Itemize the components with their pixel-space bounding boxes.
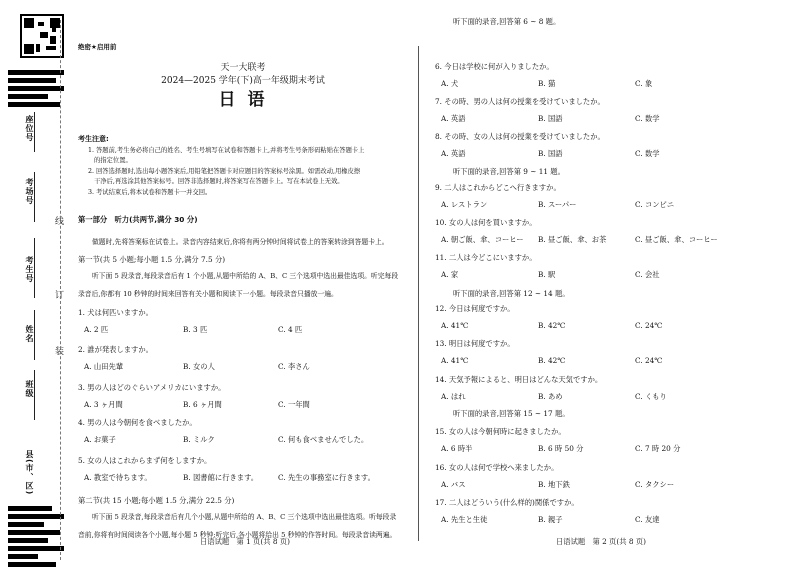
- binding-staple-char: 订: [53, 290, 63, 299]
- sec1-title: 第一节(共 5 小题;每小题 1.5 分,满分 7.5 分): [78, 255, 226, 264]
- sec2-desc: 听下面 5 段录音,每段录音后有几个小题,从题中所给的 A、B、C 三个选项中选出最佳选项。听每段录: [92, 513, 397, 521]
- option-b: B. 女の人: [183, 362, 215, 371]
- question-text: 9. 二人はこれからどこへ行きますか。: [435, 183, 561, 192]
- option-c: C. 24℃: [635, 321, 663, 330]
- county-label: 县(市、区): [25, 450, 34, 496]
- question-text: 16. 女の人は何で学校へ来ましたか。: [435, 463, 559, 472]
- notice-line: 1. 答题前,考生务必将自己的姓名、考生号填写在试卷和答题卡上,并将考生号条形码粘贴在答题卡上: [88, 147, 365, 154]
- option-a: A. レストラン: [441, 200, 488, 209]
- question-text: 11. 二人は今どこにいますか。: [435, 253, 537, 262]
- exam-title: 2024—2025 学年(下)高一年级期末考试: [161, 76, 325, 86]
- option-a: A. 6 時半: [441, 444, 473, 453]
- option-b: B. 6 ヶ月間: [183, 400, 222, 409]
- page-footer-1: 日语试题 第 1 页(共 8 页): [200, 537, 290, 546]
- seat-number-label: 座位号: [25, 115, 34, 142]
- option-c: C. 何も食べませんでした。: [278, 435, 369, 444]
- part1-desc: 做题时,先将答案标在试卷上。录音内容结束后,你将有两分钟时间将试卷上的答案转涂到答题卡上。: [92, 238, 389, 246]
- candidate-number-label: 考生号: [25, 256, 34, 283]
- barcode-stripes: [8, 66, 68, 571]
- question-text: 13. 明日は何度ですか。: [435, 339, 515, 348]
- listening-intro: 听下面的录音,回答第 12 ~ 14 题。: [453, 289, 570, 298]
- option-c: C. 数学: [635, 114, 660, 123]
- question-text: 12. 今日は何度ですか。: [435, 304, 515, 313]
- exam-org: 天一大联考: [220, 63, 266, 73]
- option-c: C. 昼ご飯、傘、コーヒー: [635, 235, 718, 244]
- room-number-label: 考场号: [25, 178, 34, 205]
- option-b: B. 6 時 50 分: [538, 444, 584, 453]
- question-text: 2. 誰が発表しますか。: [78, 345, 153, 354]
- option-a: A. お菓子: [84, 435, 116, 444]
- notice-title: 考生注意:: [78, 135, 109, 143]
- option-c: C. コンビニ: [635, 200, 675, 209]
- option-a: A. バス: [441, 480, 466, 489]
- option-c: C. 7 時 20 分: [635, 444, 681, 453]
- sec2-title: 第二节(共 15 小题;每小题 1.5 分,满分 22.5 分): [78, 496, 235, 505]
- question-text: 17. 二人はどういう(什么样的)関係ですか。: [435, 498, 579, 507]
- option-b: B. ミルク: [183, 435, 215, 444]
- binding-line-char: 线: [53, 216, 63, 225]
- option-a: A. 教室で待ちます。: [84, 473, 152, 482]
- qr-code: [20, 14, 64, 58]
- option-c: C. くもり: [635, 392, 667, 401]
- question-text: 5. 女の人はこれからまず何をしますか。: [78, 456, 212, 465]
- option-b: B. 昼ご飯、傘、お茶: [538, 235, 607, 244]
- binding-strip: [8, 6, 66, 571]
- listening-intro: 听下面的录音,回答第 6 ~ 8 题。: [453, 17, 561, 26]
- option-a: A. 先生と生徒: [441, 515, 488, 524]
- question-text: 14. 天気予報によると、明日はどんな天気ですか。: [435, 375, 603, 384]
- question-text: 3. 男の人はどのぐらいアメリカにいますか。: [78, 383, 226, 392]
- option-c: C. 李さん: [278, 362, 310, 371]
- option-b: B. 42℃: [538, 321, 566, 330]
- question-text: 7. その時、男の人は何の授業を受けていましたか。: [435, 97, 605, 106]
- option-c: C. 友達: [635, 515, 660, 524]
- question-text: 10. 女の人は何を買いますか。: [435, 218, 537, 227]
- class-label: 班级: [25, 380, 34, 398]
- option-a: A. 英語: [441, 114, 466, 123]
- notice-line: 3. 考试结束后,将本试卷和答题卡一并交回。: [88, 189, 212, 196]
- notice-line: 干净后,再选涂其他答案标号。回答非选择题时,将答案写在答题卡上。写在本试卷上无效。: [94, 178, 344, 185]
- option-a: A. 犬: [441, 79, 459, 88]
- option-b: B. 国語: [538, 114, 563, 123]
- option-b: B. 3 匹: [183, 325, 208, 334]
- option-b: B. 猫: [538, 79, 556, 88]
- option-b: B. 地下鉄: [538, 480, 570, 489]
- question-text: 1. 犬は何匹いますか。: [78, 308, 153, 317]
- notice-line: 2. 回答选择题时,选出每小题答案后,用铅笔把答题卡对应题目的答案标号涂黑。如需改动,用橡皮擦: [88, 168, 361, 175]
- option-b: B. 国語: [538, 149, 563, 158]
- question-text: 6. 今日は学校に何が入りましたか。: [435, 62, 554, 71]
- option-c: C. 数学: [635, 149, 660, 158]
- listening-intro: 听下面的录音,回答第 15 ~ 17 题。: [453, 409, 570, 418]
- option-a: A. 41℃: [441, 356, 469, 365]
- question-text: 8. その時、女の人は何の授業を受けていましたか。: [435, 132, 605, 141]
- option-a: A. 41℃: [441, 321, 469, 330]
- option-c: C. タクシー: [635, 480, 675, 489]
- listening-intro: 听下面的录音,回答第 9 ~ 11 题。: [453, 167, 565, 176]
- option-b: B. 親子: [538, 515, 563, 524]
- option-b: B. あめ: [538, 392, 563, 401]
- option-c: C. 先生の事務室に行きます。: [278, 473, 375, 482]
- secret-mark: 绝密★启用前: [78, 43, 117, 51]
- option-a: A. 朝ご飯、傘、コーヒー: [441, 235, 524, 244]
- option-b: B. 図書館に行きます。: [183, 473, 259, 482]
- binding-bind-char: 装: [53, 346, 63, 355]
- option-c: C. 一年間: [278, 400, 310, 409]
- option-b: B. 42℃: [538, 356, 566, 365]
- option-c: C. 24℃: [635, 356, 663, 365]
- option-b: B. スーパー: [538, 200, 577, 209]
- option-c: C. 象: [635, 79, 653, 88]
- option-c: C. 4 匹: [278, 325, 303, 334]
- name-label: 姓名: [25, 325, 34, 343]
- question-text: 15. 女の人は今朝何時に起きましたか。: [435, 427, 566, 436]
- option-b: B. 駅: [538, 270, 556, 279]
- part1-title: 第一部分 听力(共两节,满分 30 分): [78, 215, 198, 224]
- subject-title: 日 语: [218, 90, 268, 110]
- option-a: A. 家: [441, 270, 459, 279]
- option-a: A. 山田先輩: [84, 362, 124, 371]
- question-text: 4. 男の人は今朝何を食べましたか。: [78, 418, 197, 427]
- page-footer-2: 日语试题 第 2 页(共 8 页): [556, 537, 646, 546]
- option-a: A. はれ: [441, 392, 466, 401]
- notice-line: 的指定位置。: [94, 157, 132, 164]
- sec2-desc: 音前,你将有时间阅读各个小题,每小题 5 秒钟;听完后,各小题将给出 5 秒钟的作答时间。每段录音读两遍。: [78, 531, 397, 539]
- sec1-desc: 听下面 5 段录音,每段录音后有 1 个小题,从题中所给的 A、B、C 三个选项中选出最佳选项。听完每段: [92, 272, 399, 280]
- option-a: A. 英語: [441, 149, 466, 158]
- column-divider: [418, 46, 419, 541]
- binding-dashed-line: [60, 20, 61, 560]
- option-a: A. 2 匹: [84, 325, 109, 334]
- option-c: C. 会社: [635, 270, 660, 279]
- sec1-desc: 录音后,你都有 10 秒钟的时间来回答有关小题和阅读下一小题。每段录音只播放一遍。: [78, 290, 338, 298]
- option-a: A. 3 ヶ月間: [84, 400, 123, 409]
